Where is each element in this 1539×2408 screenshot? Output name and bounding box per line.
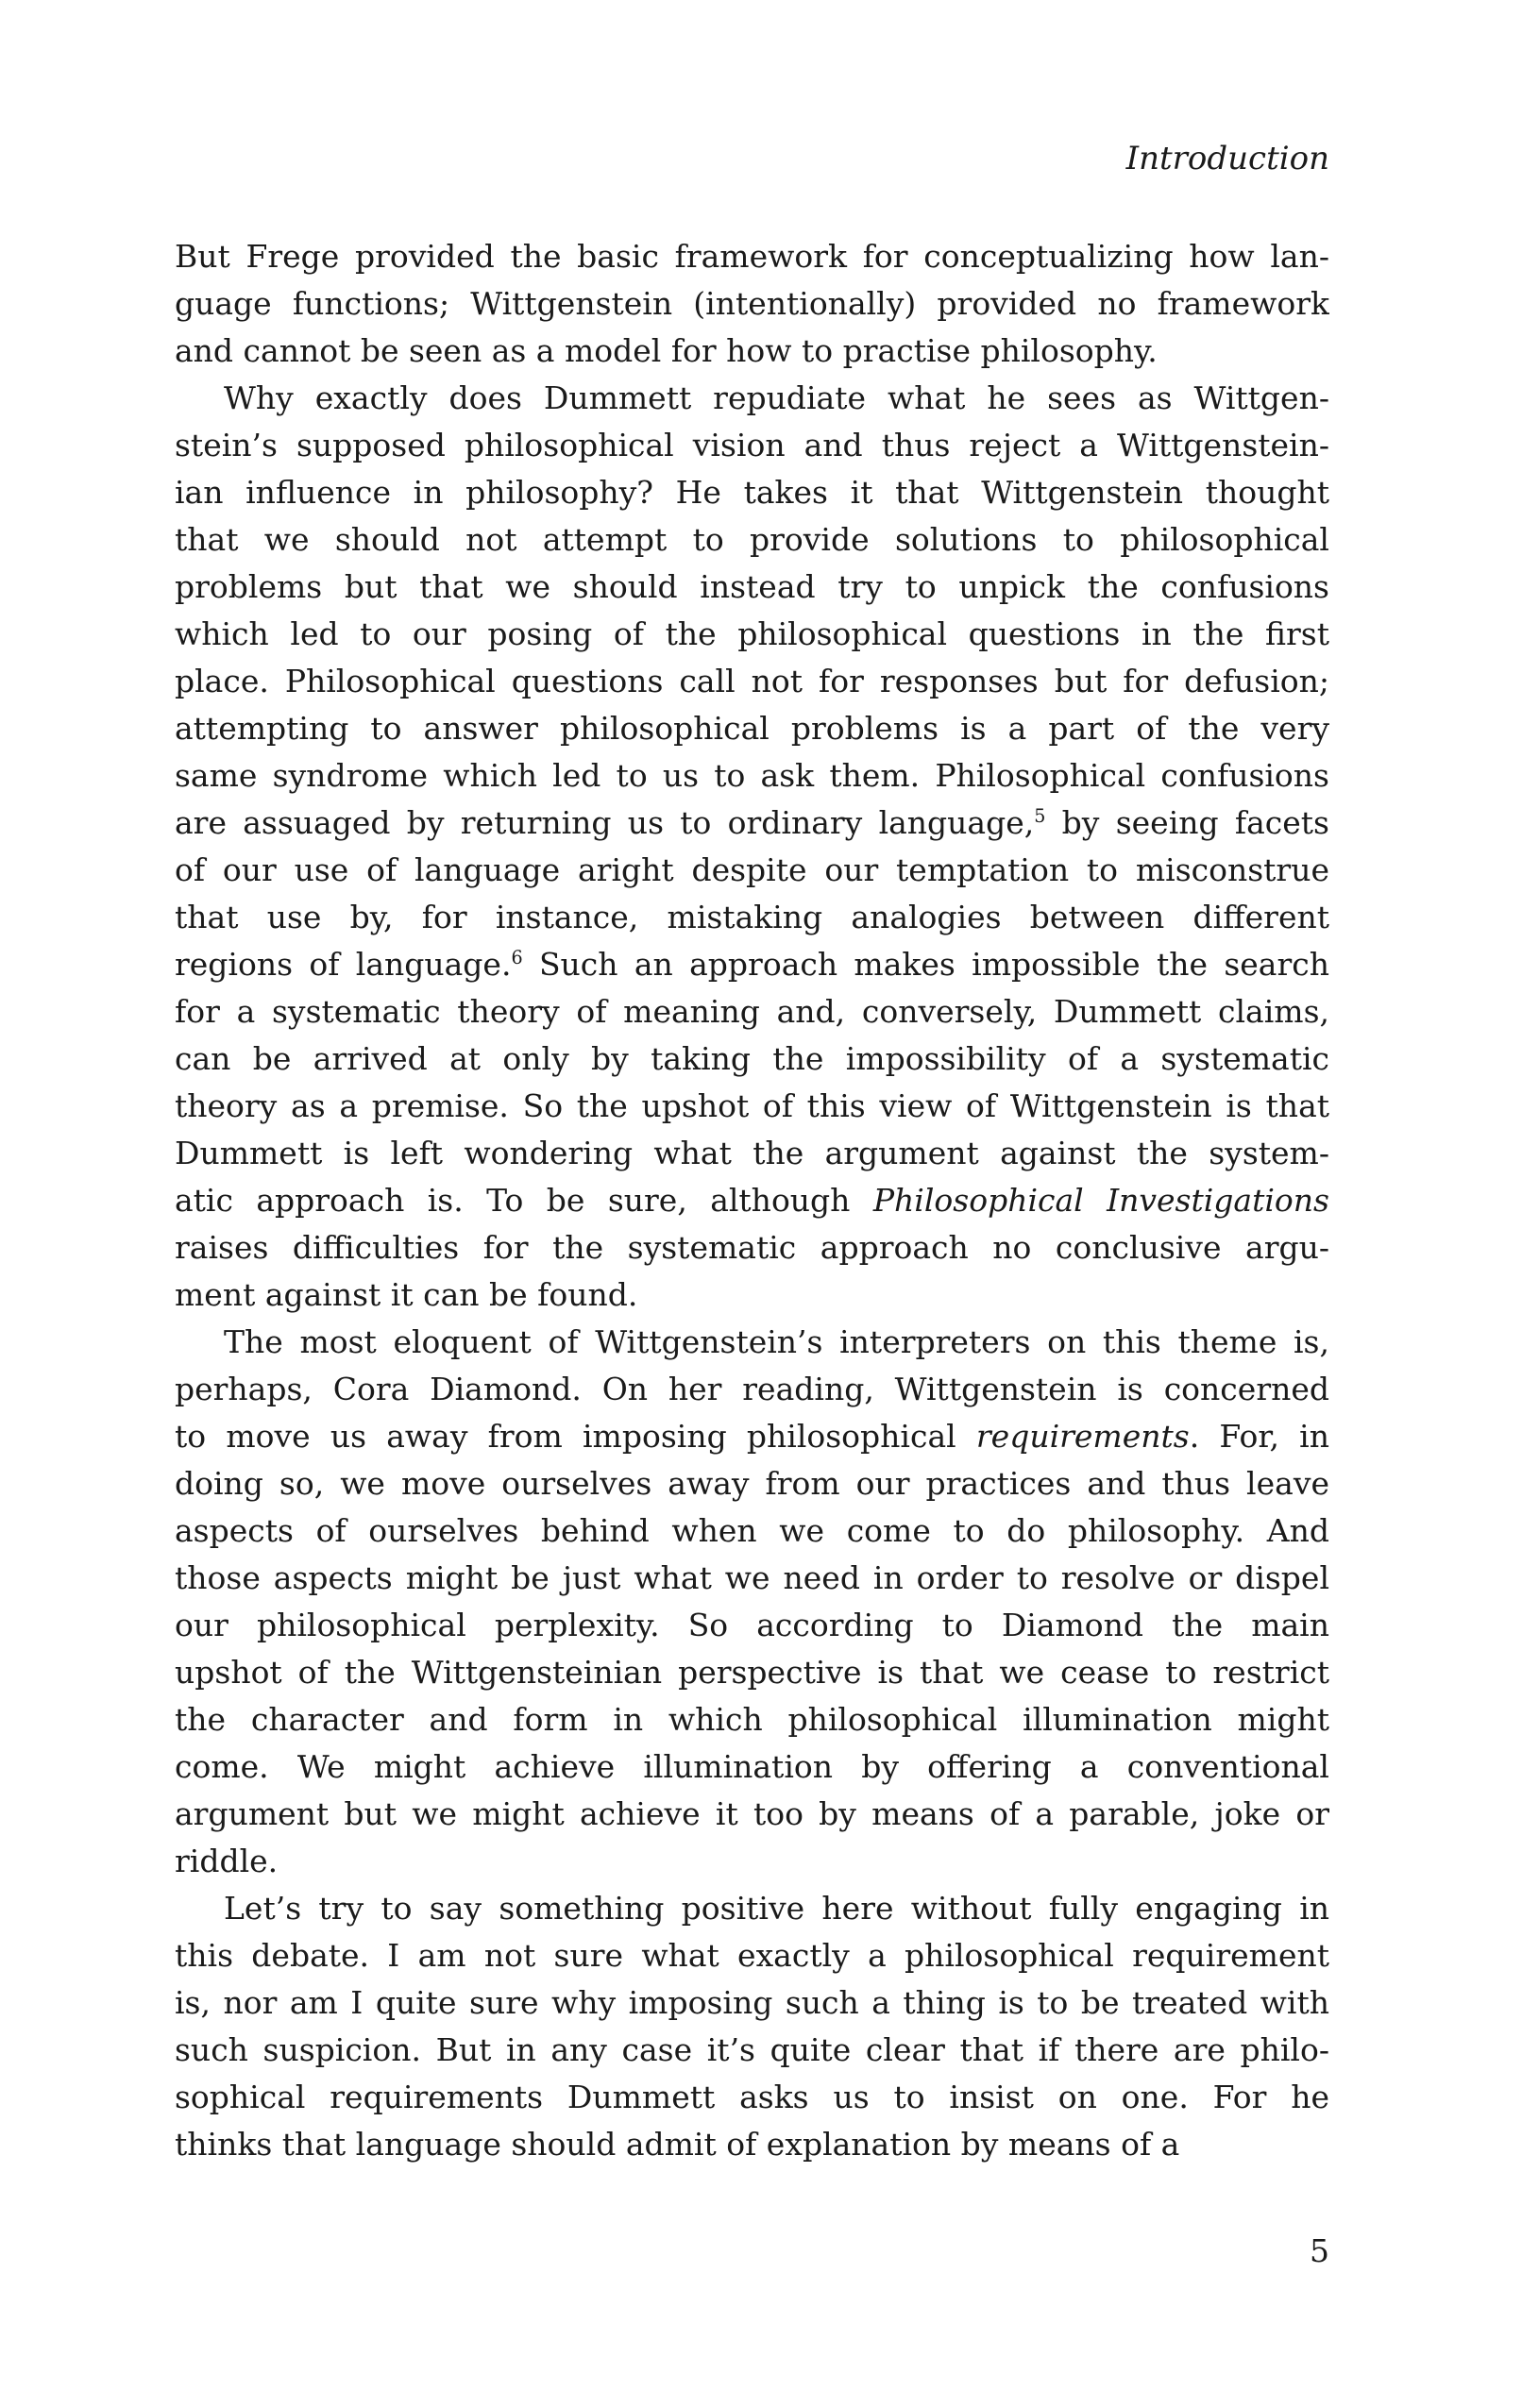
text-run: the character and form in which philosophical illumination might — [175, 1701, 1329, 1738]
italic-text: requirements — [975, 1418, 1190, 1455]
text-line — [175, 1507, 1329, 1555]
text-run: ment against it can be found. — [175, 1276, 638, 1313]
text-run: are assuaged by returning us to ordinary language, — [175, 804, 1035, 841]
text-line — [175, 233, 1329, 280]
text-line — [175, 658, 1329, 705]
text-line — [175, 2027, 1329, 2074]
text-run: same syndrome which led to us to ask them. Philosophical confusions — [175, 757, 1329, 794]
text-run: riddle. — [175, 1843, 279, 1879]
text-run: . For, in — [1189, 1418, 1329, 1455]
text-line — [175, 2121, 1329, 2168]
text-run: sophical requirements Dummett asks us to insist on one. For he — [175, 2079, 1329, 2115]
text-run: such suspicion. But in any case it’s quite clear that if there are philo- — [175, 2031, 1329, 2068]
text-line — [175, 422, 1329, 469]
text-run: stein’s supposed philosophical vision and thus reject a Wittgenstein- — [175, 427, 1329, 463]
text-run: doing so, we move ourselves away from our practices and thus leave — [175, 1465, 1329, 1502]
text-run: of our use of language aright despite our temptation to misconstrue — [175, 851, 1329, 888]
text-run: Such an approach makes impossible the search — [522, 946, 1329, 983]
paragraph — [175, 1885, 1329, 2168]
text-run: and cannot be seen as a model for how to practise philosophy. — [175, 332, 1158, 369]
text-run: by seeing facets — [1045, 804, 1329, 841]
text-line — [175, 752, 1329, 800]
text-run: thinks that language should admit of explanation by means of a — [175, 2126, 1180, 2163]
text-line — [175, 1791, 1329, 1838]
text-line — [175, 1649, 1329, 1696]
text-line — [175, 469, 1329, 516]
text-run: our philosophical perplexity. So according to Diamond the main — [175, 1607, 1329, 1643]
text-line — [175, 375, 1329, 422]
text-run: The most eloquent of Wittgenstein’s interpreters on this theme is, — [224, 1323, 1329, 1360]
text-line — [175, 1932, 1329, 1979]
text-line — [175, 328, 1329, 375]
text-run: aspects of ourselves behind when we come to do philosophy. And — [175, 1512, 1329, 1549]
text-line — [175, 1130, 1329, 1177]
text-run: Why exactly does Dummett repudiate what he sees as Wittgen- — [224, 379, 1329, 416]
text-line — [175, 1743, 1329, 1791]
footnote-reference: 6 — [511, 947, 523, 968]
text-line — [175, 988, 1329, 1036]
text-run: But Frege provided the basic framework for conceptualizing how lan- — [175, 238, 1329, 275]
paragraph — [175, 233, 1329, 375]
text-run: Dummett is left wondering what the argument against the system- — [175, 1135, 1329, 1171]
text-run: attempting to answer philosophical problems is a part of the very — [175, 710, 1329, 747]
text-run: is, nor am I quite sure why imposing such a thing is to be treated with — [175, 1984, 1329, 2021]
text-line — [175, 611, 1329, 658]
text-run: ian influence in philosophy? He takes it that Wittgenstein thought — [175, 474, 1329, 511]
text-line — [175, 1460, 1329, 1507]
text-run: guage functions; Wittgenstein (intentionally) provided no framework — [175, 285, 1329, 322]
text-run: can be arrived at only by taking the impossibility of a systematic — [175, 1040, 1329, 1077]
text-run: that use by, for instance, mistaking analogies between different — [175, 899, 1329, 935]
text-run: upshot of the Wittgensteinian perspective is that we cease to restrict — [175, 1654, 1329, 1691]
text-line — [175, 705, 1329, 752]
text-run: that we should not attempt to provide solutions to philosophical — [175, 521, 1329, 558]
text-run: come. We might achieve illumination by offering a conventional — [175, 1748, 1329, 1785]
text-run: to move us away from imposing philosophical — [175, 1418, 976, 1455]
text-run: theory as a premise. So the upshot of this view of Wittgenstein is that — [175, 1087, 1329, 1124]
text-line — [175, 2074, 1329, 2121]
paragraph — [175, 1319, 1329, 1885]
text-line — [175, 1413, 1329, 1460]
text-line — [175, 1838, 1329, 1885]
text-line — [175, 847, 1329, 894]
text-run: which led to our posing of the philosophical questions in the first — [175, 615, 1329, 652]
running-head: Introduction — [1125, 140, 1329, 177]
text-line — [175, 800, 1329, 847]
italic-text: Philosophical Investigations — [872, 1182, 1329, 1219]
text-run: for a systematic theory of meaning and, conversely, Dummett claims, — [175, 993, 1329, 1030]
text-line — [175, 941, 1329, 988]
text-line — [175, 1602, 1329, 1649]
text-line — [175, 1224, 1329, 1271]
text-run: raises difficulties for the systematic approach no conclusive argu- — [175, 1229, 1329, 1266]
text-line — [175, 1036, 1329, 1083]
text-line — [175, 1979, 1329, 2027]
paragraph — [175, 375, 1329, 1319]
text-line — [175, 1083, 1329, 1130]
text-line — [175, 1319, 1329, 1366]
text-run: place. Philosophical questions call not for responses but for defusion; — [175, 663, 1329, 699]
footnote-reference: 5 — [1034, 805, 1046, 827]
text-line — [175, 564, 1329, 611]
text-line — [175, 894, 1329, 941]
text-line — [175, 280, 1329, 328]
text-line — [175, 1271, 1329, 1319]
text-line — [175, 1177, 1329, 1224]
text-line — [175, 1696, 1329, 1743]
text-run: regions of language. — [175, 946, 512, 983]
text-run: argument but we might achieve it too by means of a parable, joke or — [175, 1795, 1329, 1832]
text-line — [175, 1555, 1329, 1602]
page-number: 5 — [1310, 2232, 1329, 2269]
text-run: perhaps, Cora Diamond. On her reading, Wittgenstein is concerned — [175, 1371, 1329, 1407]
text-run: those aspects might be just what we need in order to resolve or dispel — [175, 1559, 1329, 1596]
text-run: this debate. I am not sure what exactly a philosophical requirement — [175, 1937, 1329, 1974]
text-run: Let’s try to say something positive here without fully engaging in — [224, 1890, 1329, 1927]
body-text — [175, 233, 1329, 2168]
text-line — [175, 1366, 1329, 1413]
text-run: atic approach is. To be sure, although — [175, 1182, 873, 1219]
text-line — [175, 1885, 1329, 1932]
text-run: problems but that we should instead try to unpick the confusions — [175, 568, 1329, 605]
text-line — [175, 516, 1329, 564]
